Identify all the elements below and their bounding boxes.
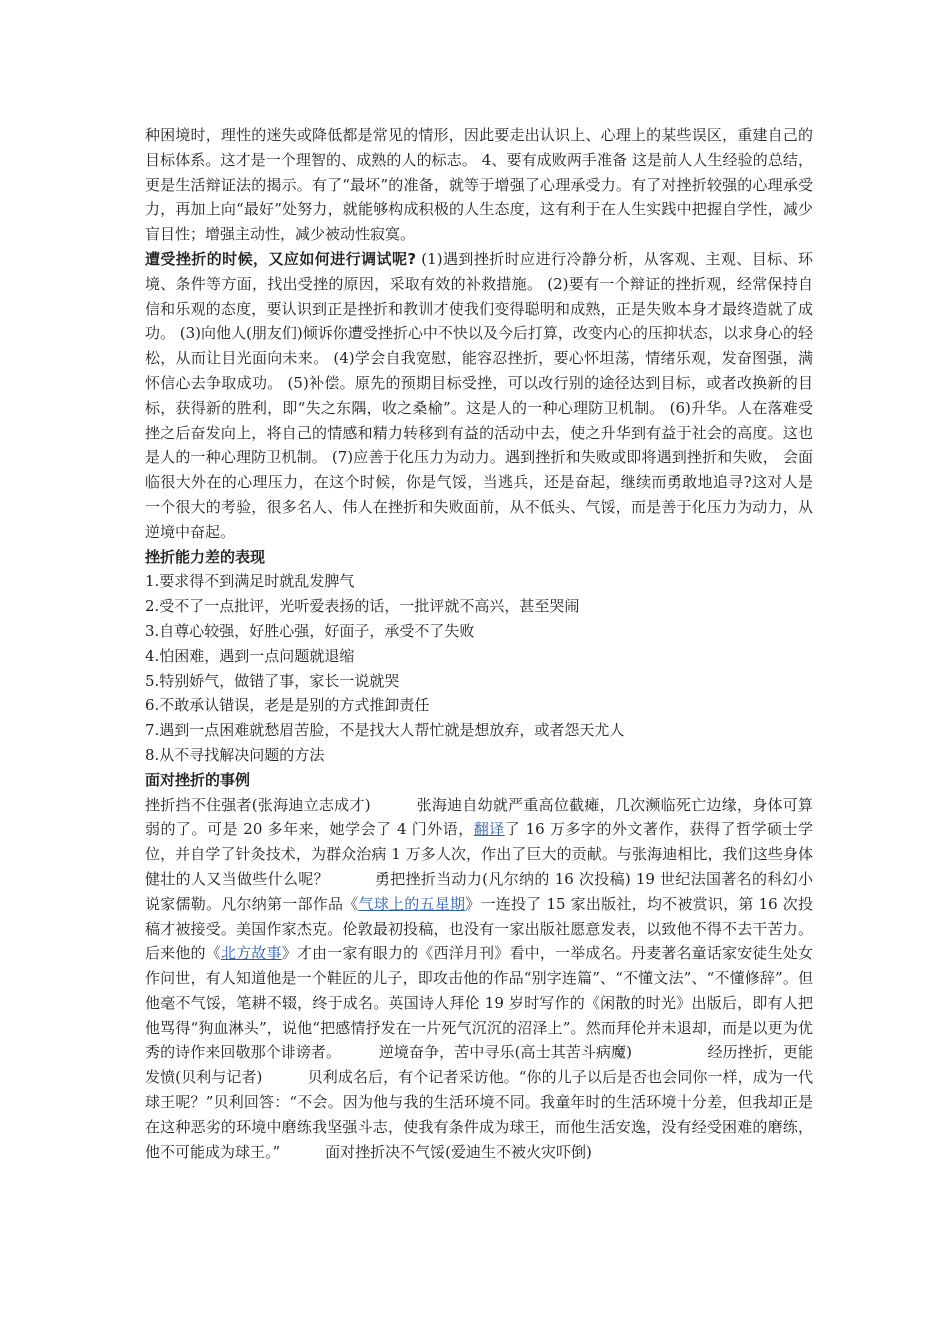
- document-page: [145, 123, 813, 1164]
- list-item: 5.特别娇气，做错了事，家长一说就哭: [145, 671, 400, 690]
- link-translation[interactable]: 翻译: [473, 820, 505, 839]
- link-five-weeks-in-a-balloon[interactable]: 气球上的五星期: [358, 894, 466, 913]
- list-item: 2.受不了一点批评，光听爱表扬的话，一批评就不高兴，甚至哭闹: [145, 597, 580, 616]
- paragraph-adjustment-methods: [145, 247, 813, 545]
- list-item: 8.从不寻找解决问题的方法: [145, 745, 325, 764]
- list-item: 4.怕困难，遇到一点问题就退缩: [145, 646, 355, 665]
- examples-text-2: 了 16 万多字的外文著作，获得了哲学硕士学位，并自学了针灸技术，为群众治病 1 万多人次，作出了巨大的贡献。与张海迪相比，我们这些身体健壮的人又当做些什么呢？ 勇把挫折当动力(凡尔纳的 16 次投稿) 19 世纪法国著名的科幻小说家儒勒。凡尔纳第一部作品《: [145, 820, 813, 913]
- section-heading-adjustment: 遭受挫折的时候，又应如何进行调试呢?: [145, 249, 417, 268]
- link-northern-stories[interactable]: 北方故事: [220, 944, 282, 963]
- section-heading-examples: 面对挫折的事例: [145, 770, 251, 789]
- section-heading-weak-frustration-tolerance: 挫折能力差的表现: [145, 547, 266, 566]
- adjustment-methods-text: (1)遇到挫折时应进行冷静分析，从客观、主观、目标、环境、条件等方面，找出受挫的原因，采取有效的补救措施。 (2)要有一个辩证的挫折观，经常保持自信和乐观的态度，要认识到正是挫折和教训才使我们变得聪明和成熟，正是失败本身才最终造就了成功。 (3)向他人(朋友们)倾诉你遭受挫折心中不快以及今后打算，改变内心的压抑状态，以求身心的轻松，从而让目光面向未来。 (4)学会自我宽慰，能容忍挫折，要心怀坦荡，情绪乐观，发奋图强，满怀信心去争取成功。 (5)补偿。原先的预期目标受挫，可以改行别的途径达到目标，或者改换新的目标，获得新的胜利，即“失之东隅，收之桑榆”。这是人的一种心理防卫机制。 (6)升华。人在落难受挫之后奋发向上，将自己的情感和精力转移到有益的活动中去，使之升华到有益于社会的高度。这也是人的一种心理防卫机制。 (7)应善于化压力为动力。遇到挫折和失败或即将遇到挫折和失败， 会面临很大外在的心理压力，在这个时候，你是气馁，当逃兵，还是奋起，继续而勇敢地追寻?这对人是一个很大的考验，很多名人、伟人在挫折和失败面前，从不低头、气馁，而是善于化压力为动力，从逆境中奋起。: [145, 249, 814, 541]
- list-item: 7.遇到一点困难就愁眉苦脸，不是找大人帮忙就是想放弃，或者怨天尤人: [145, 721, 625, 740]
- examples-text-3: 》一连投了 15 家出版社，均不被赏识，第 16 次投稿才被接受。美国作家杰克。伦敦最初投稿，也没有一家出版社愿意发表，以致他不得不去干苦力。后来他的《: [145, 894, 813, 963]
- list-item: 6.不敢承认错误，老是是别的方式推卸责任: [145, 696, 430, 715]
- examples-text-4: 》才由一家有眼力的《西洋月刊》看中，一举成名。丹麦著名童话家安徒生处女作问世，有人知道他是一个鞋匠的儿子，即攻击他的作品“别字连篇”、“不懂文法”、“不懂修辞”。但他毫不气馁，笔耕不辍，终于成名。英国诗人拜伦 19 岁时写作的《闲散的时光》出版后，即有人把他骂得“狗血淋头”，说他“把感情抒发在一片死气沉沉的沼泽上”。然而拜伦并未退却，而是以更为优秀的诗作来回敬那个诽谤者。 逆境奋争，苦中寻乐(高士其苦斗病魔) 经历挫折，更能发愤(贝利与记者) 贝利成名后，有个记者采访他。“你的儿子以后是否也会同你一样，成为一代球王呢？”贝利回答：“不会。因为他与我的生活环境不同。我童年时的生活环境十分差，但我却正是在这种恶劣的环境中磨练我坚强斗志，使我有条件成为球王，而他生活安逸，没有经受困难的磨练，他不可能成为球王。” 面对挫折决不气馁(爱迪生不被火灾吓倒): [145, 944, 813, 1161]
- paragraph-target-system: 种困境时，理性的迷失或降低都是常见的情形，因此要走出认识上、心理上的某些误区，重建自己的目标体系。这才是一个理智的、成熟的人的标志。 4、要有成败两手准备 这是前人人生经验的总结，更是生活辩证法的揭示。有了“最坏”的准备，就等于增强了心理承受力。有了对挫折较强的心理承受力，再加上向“最好”处努力，就能够构成积极的人生态度，这有利于在人生实践中把握自学性，减少盲目性；增强主动性，减少被动性寂寞。: [145, 126, 813, 244]
- list-item: 3.自尊心较强，好胜心强，好面子，承受不了失败: [145, 621, 475, 640]
- paragraph-examples: [145, 793, 813, 1165]
- list-item: 1.要求得不到满足时就乱发脾气: [145, 572, 355, 591]
- examples-text-1: 挫折挡不住强者(张海迪立志成才) 张海迪自幼就严重高位截瘫，几次濒临死亡边缘，身体可算弱的了。可是 20 多年来，她学会了 4 门外语，: [145, 795, 813, 839]
